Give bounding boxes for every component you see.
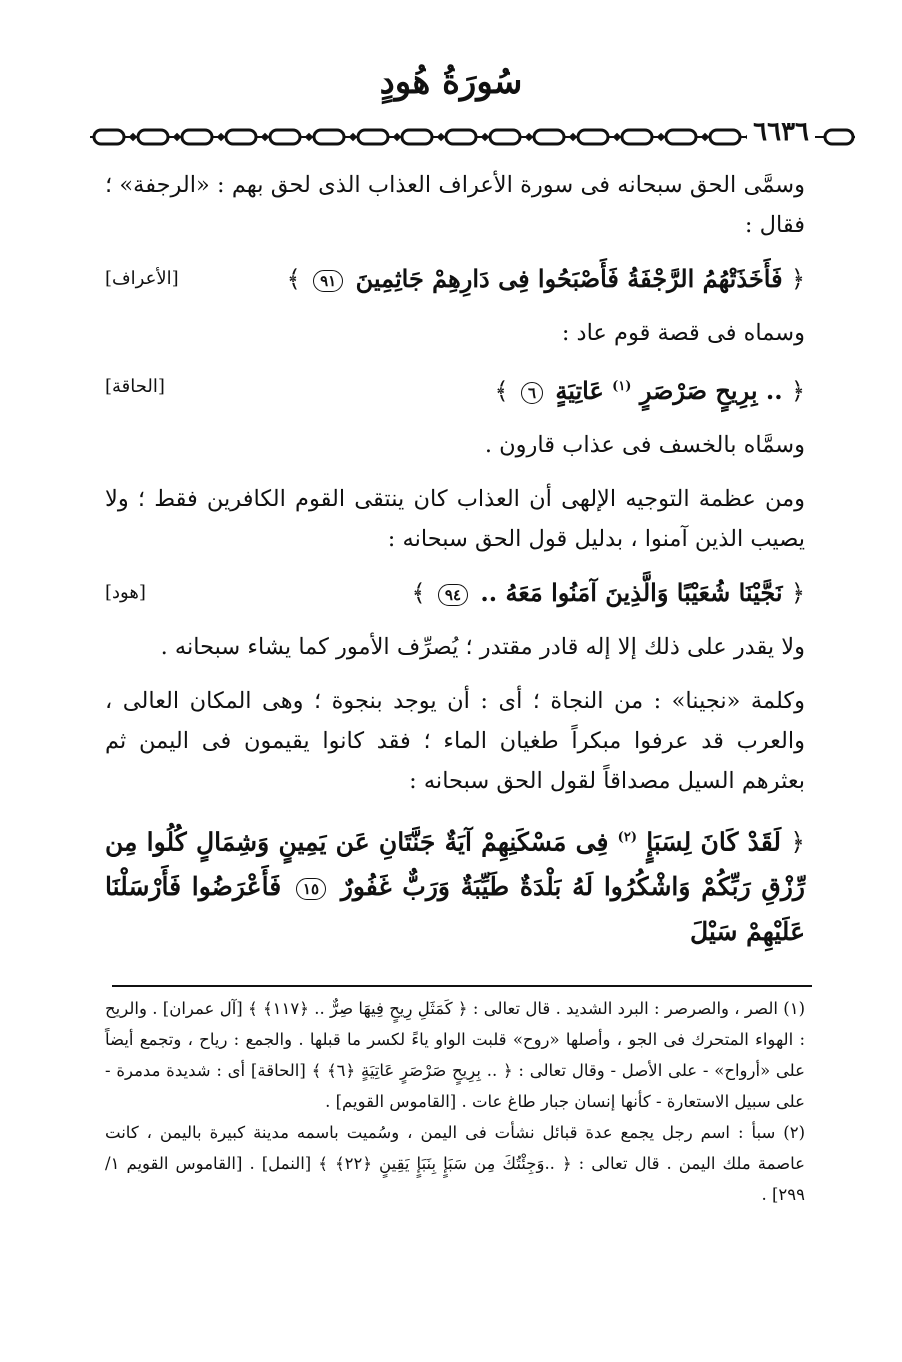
quran-verse	[105, 815, 805, 954]
verse-text: عَاتِيَةٍ	[555, 376, 604, 405]
footnote: (٢) سبأ : اسم رجل يجمع عدة قبائل نشأت فى اليمن ، وسُميت باسمه مدينة كبيرة باليمن ، كانت عاصمة ملك اليمن . قال تعالى : ﴿ ..وَجِئْتُكَ مِن سَبَإٍ بِنَبَإٍ يَقِينٍ ﴿٢٢﴾ ﴾ [النمل] . [القاموس القويم ١/ ٢٩٩] .	[105, 1123, 805, 1204]
verse-text: نَجَّيْنَا شُعَيْبًا وَالَّذِينَ آمَنُوا مَعَهُ ..	[480, 578, 783, 607]
ayah-number: ٩١	[313, 270, 343, 292]
quran-verse	[105, 367, 805, 411]
verse-close-bracket: ﴾	[286, 265, 301, 293]
verse-text: فَأَعْرَضُوا فَأَرْسَلْنَا عَلَيْهِمْ سَيْلَ	[105, 872, 805, 947]
page-number: ٦٦٣٦	[747, 117, 815, 147]
verse-open-bracket: ﴿	[790, 579, 805, 607]
paragraph: وسمَّاه بالخسف فى عذاب قارون .	[484, 432, 805, 458]
footnote-divider	[112, 985, 812, 987]
surah-reference: [الحاقة]	[105, 376, 165, 397]
footnote-marker: (١)	[612, 379, 632, 394]
verse-text: لَقَدْ كَانَ لِسَبَإٍ	[646, 827, 782, 857]
verse-open-bracket: ﴿	[790, 827, 805, 857]
paragraph: ومن عظمة التوجيه الإلهى أن العذاب كان ينتقى القوم الكافرين فقط ؛ ولا يصيب الذين آمنوا ، بدليل قول الحق سبحانه :	[105, 486, 805, 552]
quran-verse	[105, 259, 805, 299]
footnote-marker: (٢)	[617, 830, 637, 845]
footnotes	[105, 993, 805, 1210]
ayah-number: ٩٤	[438, 584, 468, 606]
verse-text: فَأَخَذَتْهُمُ الرَّجْفَةُ فَأَصْبَحُوا فِى دَارِهِمْ جَاثِمِينَ	[355, 264, 783, 293]
surah-title: سُورَةُ هُودٍ	[379, 62, 523, 102]
verse-close-bracket: ﴾	[494, 377, 509, 405]
verse-open-bracket: ﴿	[790, 265, 805, 293]
verse-text: فِى مَسْكَنِهِمْ آيَةٌ جَنَّتَانِ عَن يَمِينٍ وَشِمَالٍ كُلُوا مِن رِّزْقِ رَبِّكُمْ وَاشْكُرُوا لَهُ بَلْدَةٌ طَيِّبَةٌ وَرَبٌّ غَفُورٌ	[105, 827, 805, 902]
ornamental-header-rule	[90, 117, 855, 148]
verse-text: .. بِرِيحٍ صَرْصَرٍ	[639, 376, 783, 405]
paragraph: وسمَّى الحق سبحانه فى سورة الأعراف العذاب الذى لحق بهم : «الرجفة» ؛ فقال :	[105, 172, 805, 238]
paragraph: وكلمة «نجينا» : من النجاة ؛ أى : أن يوجد بنجوة ؛ وهى المكان العالى ، والعرب قد عرفوا مبكراً طغيان الماء ؛ فقد كانوا يقيمون فى اليمن ثم بعثرهم السيل مصداقاً لقول الحق سبحانه :	[105, 688, 805, 794]
footnote: (١) الصر ، والصرصر : البرد الشديد . قال تعالى : ﴿ كَمَثَلِ رِيحٍ فِيهَا صِرٌّ .. ﴿١١٧﴾ ﴾ [آل عمران] . والريح : الهواء المتحرك فى الجو ، وأصلها «روح» قلبت الواو ياءً لكسر ما قبلها . والجمع : رياح ، وتجمع أيضاً على «أرواح» - على الأصل - وقال تعالى : ﴿ .. بِرِيحٍ صَرْصَرٍ عَاتِيَةٍ ﴿٦﴾ ﴾ [الحاقة] أى : شديدة مدمرة - على سبيل الاستعارة - كأنها إنسان جبار طاغ عات . [القاموس القويم] .	[105, 999, 805, 1111]
paragraph: ولا يقدر على ذلك إلا إله قادر مقتدر ؛ يُصرِّف الأمور كما يشاء سبحانه .	[160, 634, 805, 660]
verse-close-bracket: ﴾	[411, 579, 426, 607]
surah-reference: [هود]	[105, 582, 146, 603]
ayah-number: ١٥	[296, 878, 326, 900]
verse-open-bracket: ﴿	[790, 377, 805, 405]
surah-reference: [الأعراف]	[105, 268, 179, 289]
chain-ornament	[90, 126, 855, 148]
ayah-number: ٦	[521, 382, 543, 404]
quran-verse	[105, 573, 805, 613]
paragraph: وسماه فى قصة قوم عاد :	[561, 320, 805, 346]
main-text	[105, 165, 805, 954]
